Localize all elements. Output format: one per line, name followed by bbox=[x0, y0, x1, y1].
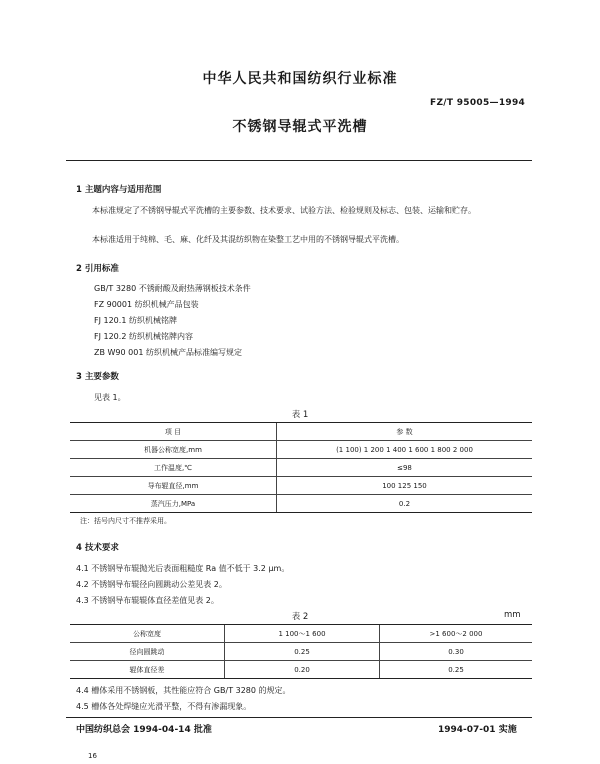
table-cell: 100 125 150 bbox=[277, 477, 533, 495]
table-cell: ≤98 bbox=[277, 459, 533, 477]
table-row bbox=[70, 495, 532, 513]
document-title: 不锈钢导辊式平洗槽 bbox=[232, 119, 368, 135]
table-cell: 0.20 bbox=[225, 661, 380, 679]
table-row bbox=[70, 661, 532, 679]
table-cell: 工作温度,℃ bbox=[70, 459, 277, 477]
table-cell: 导布辊直径,mm bbox=[70, 477, 277, 495]
clause-4-1: 4.1 不锈钢导布辊抛光后表面粗糙度 Ra 值不低于 3.2 μm。 bbox=[76, 564, 290, 573]
table-2-caption: 表 2 bbox=[291, 612, 309, 622]
standard-number: FZ/T 95005—1994 bbox=[430, 98, 526, 108]
table-row bbox=[70, 459, 532, 477]
table-1-note: 注：括号内尺寸不推荐采用。 bbox=[80, 517, 171, 525]
clause-4-3: 4.3 不锈钢导布辊辊体直径差值见表 2。 bbox=[76, 596, 219, 605]
table-2 bbox=[70, 624, 532, 679]
reference-item: FJ 120.2 纺织机械铭牌内容 bbox=[94, 332, 193, 341]
clause-4-4: 4.4 槽体采用不锈钢板，其性能应符合 GB/T 3280 的规定。 bbox=[76, 686, 291, 695]
table-row bbox=[70, 643, 532, 661]
section-2-heading: 2 引用标准 bbox=[76, 264, 119, 274]
page-number: 16 bbox=[88, 752, 97, 760]
approval-date: 中国纺织总会 1994-04-14 批准 bbox=[76, 725, 212, 735]
header-rule bbox=[66, 160, 532, 161]
table-cell: 0.30 bbox=[380, 643, 533, 661]
footer-rule bbox=[66, 717, 532, 718]
table-cell: (1 100) 1 200 1 400 1 600 1 800 2 000 bbox=[277, 441, 533, 459]
table-row bbox=[70, 423, 532, 441]
clause-4-5: 4.5 槽体各处焊缝应光滑平整，不得有渗漏现象。 bbox=[76, 702, 252, 711]
table-cell: 径向圆跳动 bbox=[70, 643, 225, 661]
table-row bbox=[70, 477, 532, 495]
clause-4-2: 4.2 不锈钢导布辊径向圆跳动公差见表 2。 bbox=[76, 580, 227, 589]
reference-item: FJ 120.1 纺织机械铭牌 bbox=[94, 316, 177, 325]
table-cell: 0.2 bbox=[277, 495, 533, 513]
table-cell: 辊体直径差 bbox=[70, 661, 225, 679]
section-1-heading: 1 主题内容与适用范围 bbox=[76, 185, 162, 195]
table-header-cell: 参 数 bbox=[277, 423, 533, 441]
table-1-caption: 表 1 bbox=[291, 410, 309, 420]
table-2-unit: mm bbox=[504, 610, 521, 620]
section-1-para-2: 本标准适用于纯棉、毛、麻、化纤及其混纺织物在染整工艺中用的不锈钢导辊式平洗槽。 bbox=[92, 235, 404, 244]
table-1 bbox=[70, 422, 532, 513]
reference-item: FZ 90001 纺织机械产品包装 bbox=[94, 300, 199, 309]
table-cell: 1 100～1 600 bbox=[225, 625, 380, 643]
table-cell: 公称宽度 bbox=[70, 625, 225, 643]
section-1-para-1: 本标准规定了不锈钢导辊式平洗槽的主要参数、技术要求、试验方法、检验规则及标志、包装、运输和贮存。 bbox=[92, 206, 476, 215]
reference-item: ZB W90 001 纺织机械产品标准编写规定 bbox=[94, 348, 242, 357]
issuing-organization: 中华人民共和国纺织行业标准 bbox=[202, 71, 398, 87]
table-row bbox=[70, 441, 532, 459]
table-cell: >1 600～2 000 bbox=[380, 625, 533, 643]
table-cell: 0.25 bbox=[380, 661, 533, 679]
table-cell: 蒸汽压力,MPa bbox=[70, 495, 277, 513]
section-3-intro: 见表 1。 bbox=[94, 393, 126, 402]
reference-item: GB/T 3280 不锈耐酸及耐热薄钢板技术条件 bbox=[94, 284, 251, 293]
table-cell: 机器公称宽度,mm bbox=[70, 441, 277, 459]
section-4-heading: 4 技术要求 bbox=[76, 543, 119, 553]
table-header-cell: 项 目 bbox=[70, 423, 277, 441]
table-row bbox=[70, 625, 532, 643]
section-3-heading: 3 主要参数 bbox=[76, 372, 119, 382]
effective-date: 1994-07-01 实施 bbox=[438, 725, 517, 735]
table-cell: 0.25 bbox=[225, 643, 380, 661]
